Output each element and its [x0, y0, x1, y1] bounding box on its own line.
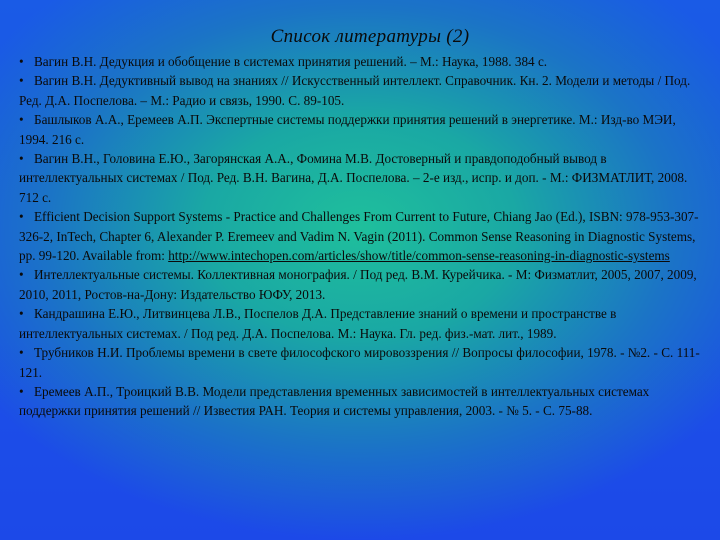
- bullet: •: [19, 209, 24, 225]
- reference-item: [19, 304, 707, 343]
- bullet: •: [19, 345, 24, 361]
- reference-item: [19, 52, 707, 71]
- reference-item: [19, 110, 707, 149]
- bullet: •: [19, 383, 24, 399]
- reference-text: Башлыков А.А., Еремеев А.П. Экспертные системы поддержки принятия решений в энергетике. М.: Изд-во МЭИ, 1994. 216 с.: [19, 112, 676, 147]
- reference-list: [19, 52, 707, 421]
- reference-item: [19, 207, 707, 265]
- reference-text: Трубников Н.И. Проблемы времени в свете философского мировоззрения // Вопросы философии, 1978. - №2. - С. 111-121.: [19, 345, 700, 380]
- reference-text: Вагин В.Н. Дедукция и обобщение в системах принятия решений. – М.: Наука, 1988. 384 с.: [34, 54, 548, 69]
- reference-link[interactable]: http://www.intechopen.com/articles/show/title/common-sense-reasoning-in-diagnostic-systems: [168, 248, 670, 264]
- reference-text: Вагин В.Н. Дедуктивный вывод на знаниях // Искусственный интеллект. Справочник. Кн. 2. Модели и методы / Под. Ред. Д.А. Поспелова. – М.: Радио и связь, 1990. С. 89-105.: [19, 73, 691, 108]
- bullet: •: [19, 112, 24, 128]
- bullet: •: [19, 267, 24, 283]
- reference-item: [19, 343, 707, 382]
- reference-text: Интеллектуальные системы. Коллективная монография. / Под ред. В.М. Курейчика. - М: Физматлит, 2005, 2007, 2009, 2010, 2011, Ростов-на-Дону: Издательство ЮФУ, 2013.: [19, 267, 697, 302]
- bullet: •: [19, 73, 24, 89]
- slide-title: Список литературы (2): [270, 26, 470, 47]
- bullet: •: [19, 151, 24, 167]
- reference-item: [19, 71, 707, 110]
- reference-text: Вагин В.Н., Головина Е.Ю., Загорянская А.А., Фомина М.В. Достоверный и правдоподобный вывод в интеллектуальных системах / Под. Ред. В.Н. Вагина, Д.А. Поспелова. – 2-е изд., испр. и доп. - М.: ФИЗМАТЛИТ, 2008. 712 с.: [19, 151, 688, 205]
- reference-item: [19, 265, 707, 304]
- reference-text: Еремеев А.П., Троицкий В.В. Модели представления временных зависимостей в интеллектуальных системах поддержки принятия решений // Известия РАН. Теория и системы управления, 2003. - № 5. - С. 75-88.: [19, 383, 650, 419]
- bullet: •: [19, 54, 24, 69]
- bullet: •: [19, 306, 24, 322]
- reference-text: Efficient Decision Support Systems - Practice and Challenges From Current to Future, Chiang Jao (Ed.), ISBN: 978-953-307-326-2, InTech, Chapter 6, Alexander P. Eremeev and Vadim N. Vagin (2011). Common Sense Reasoning in Diagnostic Systems, pp. 99-120. Available from:: [19, 209, 699, 264]
- reference-item: [19, 149, 707, 207]
- reference-item: [19, 382, 707, 421]
- reference-text: Кандрашина Е.Ю., Литвинцева Л.В., Поспелов Д.А. Представление знаний о времени и пространстве в интеллектуальных системах. / Под ред. Д.А. Поспелова. М.: Наука. Гл. ред. физ.-мат. лит., 1989.: [19, 306, 617, 341]
